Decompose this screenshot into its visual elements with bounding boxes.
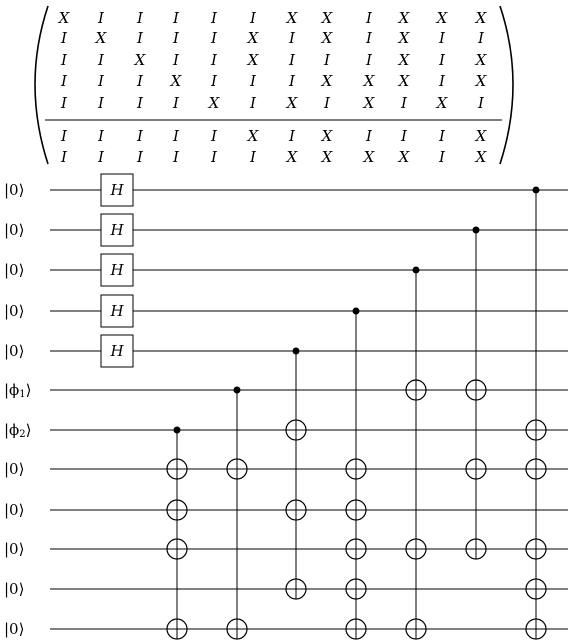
matrix-entry: X <box>321 9 333 27</box>
matrix-entry: X <box>436 94 448 112</box>
cnot-control-dot <box>533 187 540 194</box>
matrix-entry: X <box>286 9 298 27</box>
matrix-entry: X <box>363 72 375 90</box>
matrix-entry: I <box>439 29 445 47</box>
qubit-label-main: |0 <box>4 501 19 519</box>
matrix-entry: I <box>137 29 143 47</box>
matrix-entry: I <box>173 94 179 112</box>
qubit-label <box>4 342 24 360</box>
matrix-entry: X <box>208 94 220 112</box>
matrix-entry: I <box>98 72 104 90</box>
qubit-label <box>4 540 24 558</box>
matrix-entry: I <box>137 127 143 145</box>
matrix-entry: X <box>247 127 259 145</box>
stabilizer-matrix <box>35 6 513 166</box>
matrix-entry: X <box>58 9 70 27</box>
matrix-entry: I <box>289 72 295 90</box>
matrix-entry: X <box>475 127 487 145</box>
matrix-entry: I <box>478 94 484 112</box>
matrix-entry: I <box>98 127 104 145</box>
qubit-label-ket: ⟩ <box>18 261 25 279</box>
matrix-entry: X <box>321 127 333 145</box>
qubit-label-ket: ⟩ <box>18 181 25 199</box>
qubit-label <box>4 421 32 440</box>
matrix-entry: I <box>173 148 179 166</box>
matrix-entry: I <box>98 148 104 166</box>
matrix-entry: X <box>475 72 487 90</box>
matrix-entry: I <box>137 94 143 112</box>
qubit-label-ket: ⟩ <box>18 302 25 320</box>
matrix-entry: I <box>211 51 217 69</box>
matrix-entry: I <box>173 127 179 145</box>
matrix-entry: I <box>250 72 256 90</box>
matrix-entry: X <box>321 72 333 90</box>
qubit-label <box>4 381 32 400</box>
matrix-entry: I <box>137 148 143 166</box>
matrix-entry: I <box>289 127 295 145</box>
qubit-labels <box>4 181 32 638</box>
qubit-label-ket: ⟩ <box>18 540 25 558</box>
qubit-label-main: |0 <box>4 460 19 478</box>
matrix-entry: X <box>398 148 410 166</box>
hadamard-gate-label: H <box>110 221 124 239</box>
qubit-label-ket: ⟩ <box>25 381 32 399</box>
matrix-entry: I <box>401 94 407 112</box>
qubit-label-ket: ⟩ <box>18 221 25 239</box>
matrix-entry: I <box>61 148 67 166</box>
matrix-entry: I <box>211 9 217 27</box>
qubit-label <box>4 460 24 478</box>
matrix-entry: X <box>321 29 333 47</box>
matrix-entry: I <box>250 94 256 112</box>
matrix-entry: I <box>173 9 179 27</box>
matrix-entry: X <box>398 51 410 69</box>
matrix-entry: I <box>173 29 179 47</box>
qubit-label <box>4 580 24 598</box>
qubit-label-main: |ϕ <box>4 421 20 439</box>
qubit-label-main: |0 <box>4 181 19 199</box>
gates <box>101 174 546 639</box>
qubit-label-ket: ⟩ <box>18 620 25 638</box>
matrix-entry: X <box>286 148 298 166</box>
matrix-entry: I <box>61 29 67 47</box>
qubit-label-subscript: 1 <box>19 388 26 400</box>
qubit-label-main: |0 <box>4 540 19 558</box>
cnot-control-dot <box>293 348 300 355</box>
matrix-entry: I <box>98 9 104 27</box>
matrix-entry: I <box>366 127 372 145</box>
matrix-entry: X <box>398 9 410 27</box>
qubit-label-main: |ϕ <box>4 381 20 399</box>
matrix-entry: X <box>475 148 487 166</box>
hadamard-gate-label: H <box>110 181 124 199</box>
matrix-entry: I <box>439 51 445 69</box>
qubit-label <box>4 261 24 279</box>
qubit-label-main: |0 <box>4 620 19 638</box>
matrix-entry: I <box>366 29 372 47</box>
matrix-entry: X <box>134 51 146 69</box>
hadamard-gate-label: H <box>110 342 124 360</box>
cnot-control-dot <box>413 267 420 274</box>
matrix-entry: I <box>211 72 217 90</box>
matrix-entry: X <box>95 29 107 47</box>
qubit-label-main: |0 <box>4 302 19 320</box>
matrix-entry: I <box>61 51 67 69</box>
matrix-entry: I <box>439 127 445 145</box>
matrix-entry: I <box>289 29 295 47</box>
matrix-entry: X <box>286 94 298 112</box>
matrix-entry: I <box>173 51 179 69</box>
qubit-label <box>4 181 24 199</box>
hadamard-gate-label: H <box>110 302 124 320</box>
matrix-entry: X <box>247 51 259 69</box>
qubit-label-main: |0 <box>4 261 19 279</box>
matrix-entry: X <box>475 51 487 69</box>
qubit-label-main: |0 <box>4 580 19 598</box>
matrix-entry: I <box>366 51 372 69</box>
matrix-entry: I <box>61 72 67 90</box>
matrix-entry: I <box>137 9 143 27</box>
matrix-entry: I <box>61 94 67 112</box>
qubit-label <box>4 221 24 239</box>
cnot-control-dot <box>174 427 181 434</box>
qubit-label-ket: ⟩ <box>18 460 25 478</box>
matrix-entry: I <box>439 72 445 90</box>
matrix-entry: I <box>324 94 330 112</box>
matrix-entry: I <box>439 148 445 166</box>
matrix-entry: I <box>211 127 217 145</box>
matrix-entry: I <box>250 148 256 166</box>
matrix-entry: I <box>211 29 217 47</box>
qubit-label <box>4 501 24 519</box>
cnot-control-dot <box>234 387 241 394</box>
matrix-entry: I <box>401 127 407 145</box>
matrix-entry: I <box>137 72 143 90</box>
qubit-label-ket: ⟩ <box>18 580 25 598</box>
cnot-control-dot <box>353 308 360 315</box>
matrix-entry: X <box>170 72 182 90</box>
qubit-label <box>4 302 24 320</box>
hadamard-gate-label: H <box>110 261 124 279</box>
matrix-left-parenthesis <box>35 6 48 164</box>
matrix-right-parenthesis <box>500 6 513 164</box>
matrix-entry: X <box>321 148 333 166</box>
cnot-control-dot <box>473 227 480 234</box>
qubit-label-ket: ⟩ <box>18 501 25 519</box>
qubit-label-subscript: 2 <box>19 428 26 440</box>
matrix-entry: I <box>289 51 295 69</box>
matrix-entry: I <box>211 148 217 166</box>
matrix-entry: I <box>250 9 256 27</box>
matrix-entry: X <box>363 148 375 166</box>
matrix-entry: I <box>61 127 67 145</box>
matrix-entry: I <box>98 94 104 112</box>
matrix-entry: X <box>363 94 375 112</box>
matrix-entry: X <box>247 29 259 47</box>
qubit-label-ket: ⟩ <box>18 342 25 360</box>
qubit-label-main: |0 <box>4 342 19 360</box>
matrix-entry: I <box>366 9 372 27</box>
matrix-entry: X <box>398 29 410 47</box>
matrix-entry: X <box>475 9 487 27</box>
matrix-entry: I <box>324 51 330 69</box>
qubit-label <box>4 620 24 638</box>
qubit-label-ket: ⟩ <box>25 421 32 439</box>
matrix-entry: X <box>436 9 448 27</box>
qubit-label-main: |0 <box>4 221 19 239</box>
matrix-entry: X <box>398 72 410 90</box>
matrix-entry: I <box>98 51 104 69</box>
matrix-entry: I <box>478 29 484 47</box>
